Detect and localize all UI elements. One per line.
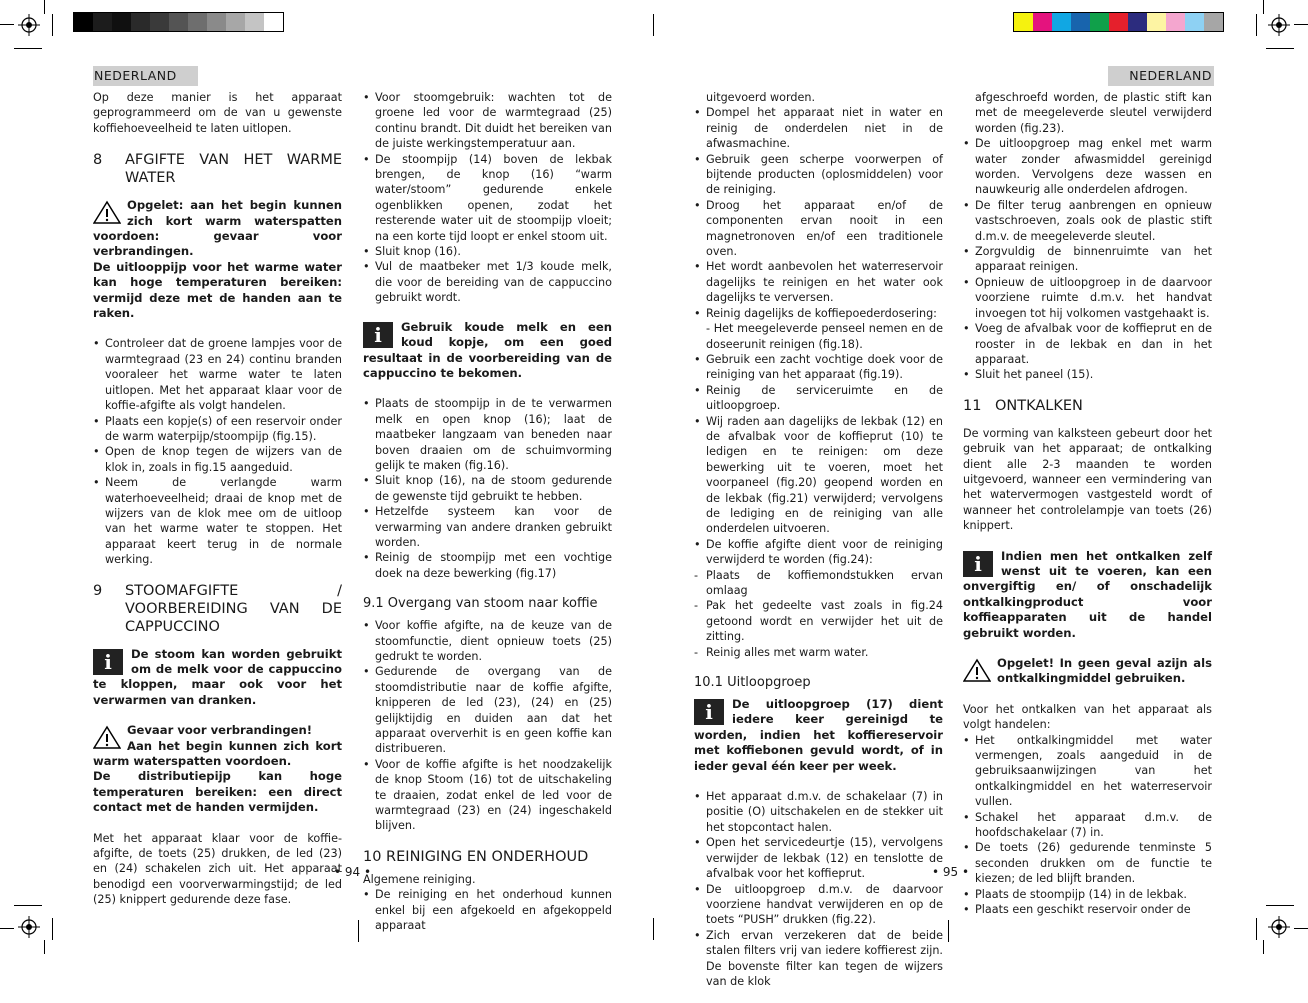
color-swatch: [245, 13, 264, 31]
subheading: Algemene reiniging.: [363, 872, 476, 886]
warning-icon: [93, 725, 121, 749]
bullet-list: [363, 396, 612, 581]
color-swatch: [1052, 13, 1071, 31]
list-item: • Neem de verlangde warm waterhoeveelheid; draai de knop met de wijzers van de klok mee om de uitloop van het warme water te stoppen. Het apparaat keert terug in de normale werking.: [93, 475, 342, 567]
list-item: • Gebruik geen scherpe voorwerpen of bijtende producten (oplosmiddelen) voor de reiniging.: [694, 152, 943, 198]
color-swatch: [93, 13, 112, 31]
column-2: [363, 90, 612, 948]
section-title: ONTKALKEN: [995, 397, 1083, 414]
section-11-heading: [963, 397, 1212, 415]
list-item-continued: afgeschroefd worden, de plastic stift kan met de meegeleverde sleutel verwijderd worden (fig.23).: [975, 91, 1212, 135]
color-swatch: [169, 13, 188, 31]
warning-note: [963, 656, 1212, 687]
color-swatch: [1147, 13, 1166, 31]
language-tag-left: NEDERLAND: [93, 66, 198, 86]
registration-mark-top-right: [1268, 14, 1290, 36]
info-text: De stoom kan worden gebruikt om de melk voor de cappuccino te kloppen, maar ook voor het verwarmen van dranken.: [93, 646, 342, 707]
list-item: • De stoompijp (14) boven de lekbak brengen, de knop (16) “warm water/stoom” gedurende enkele ogenblikken openen, zodat het resterende water uit de stoompijp vloeit; na een korte tijd loopt er enkel stoom uit.: [363, 152, 612, 244]
list-item: • Open het servicedeurtje (15), vervolgens verwijder de lekbak (12) en tenslotte de afvalbak voor het koffieprut.: [694, 835, 943, 881]
info-icon: i: [963, 551, 993, 577]
list-item: • Schakel het apparaat d.m.v. de hoofdschakelaar (7) in.: [963, 810, 1212, 841]
color-swatch: [1014, 13, 1033, 31]
list-item: • Plaats de stoompijp (14) in de lekbak.: [963, 887, 1212, 902]
info-text: Indien men het ontkalken zelf wenst uit te voeren, kan een onvergiftig en/ of onschadelijk ontkalkingproduct voor koffieapparaten uit de handel gebruikt worden.: [963, 548, 1212, 640]
warning-text: De distributiepijp kan hoge temperaturen bereiken: een direct contact met de handen vermijden.: [93, 769, 342, 815]
bullet-list: [963, 90, 1212, 383]
warning-text: Aan het begin kunnen zich kort warm waterspatten voordoen.: [93, 738, 342, 768]
list-item: • Voor koffie afgifte, na de keuze van de stoomfunctie, dient opnieuw toets (25) gedrukt te worden.: [363, 618, 612, 664]
page-number-left: • 94 •: [334, 865, 372, 879]
color-swatch: [264, 13, 283, 31]
column-3: [694, 90, 943, 1003]
list-item: • De uitloopgroep mag enkel met warm water zonder afwasmiddel gereinigd worden. Vervolgens deze wassen en nauwkeurig alle onderdelen afdrogen.: [963, 136, 1212, 198]
bullet-list: [363, 618, 612, 834]
color-swatch: [1185, 13, 1204, 31]
info-note: [363, 320, 612, 382]
section-10-heading: 10 REINIGING EN ONDERHOUD: [363, 848, 589, 865]
warning-text: Opgelet: aan het begin kunnen zich kort warm waterspatten voordoen: gevaar voor verbrandingen.: [93, 198, 342, 259]
info-note: [963, 549, 1212, 641]
list-item: - Plaats de koffiemondstukken ervan omlaag: [694, 568, 943, 599]
list-item: • Wij raden aan dagelijks de lekbak (12) en de afvalbak voor de koffieprut (10) te ledigen en te reinigen: om deze bewerking uit te voeren, moet het voorpaneel (fig.20) geopend worden en de lekbak (fig.21) verwijderd; vervolgens de lediging en de reiniging van alle onderdelen uitvoeren.: [694, 414, 943, 537]
section-number: 8: [93, 152, 103, 169]
info-icon: i: [694, 699, 724, 725]
section-number: 11: [963, 397, 982, 414]
list-item: • De filter terug aanbrengen en opnieuw vastschroeven, zoals ook de plastic stift d.m.v. de meegeleverde sleutel.: [963, 198, 1212, 244]
warning-note: [93, 723, 342, 815]
color-swatch: [226, 13, 245, 31]
list-item: • Droog het apparaat en/of de componenten ervan nooit in een magnetronoven en/of een traditionele oven.: [694, 198, 943, 260]
list-item: • Voor de koffie afgifte is het noodzakelijk de knop Stoom (16) tot de uitschakeling te draaien, zodat enkel de led voor de warmtegraad (23) en (24) ingeschakeld blijven.: [363, 757, 612, 834]
section-9-heading: [93, 582, 342, 636]
color-calibration-bar: [1013, 12, 1224, 32]
page-number-right: • 95 •: [932, 865, 970, 879]
section-number: 9: [93, 582, 103, 599]
list-item: • Sluit knop (16).: [363, 244, 612, 259]
color-swatch: [1071, 13, 1090, 31]
warning-icon: [93, 200, 121, 224]
info-text: Gebruik koude melk en een koud kopje, om een goed resultaat in de voorbereiding van de cappuccino te bekomen.: [363, 319, 612, 380]
list-item: • Reinig dagelijks de koffiepoederdosering:: [694, 306, 943, 321]
list-item: • De uitloopgroep d.m.v. de daarvoor voorziene handvat verwijderen en op de toets “PUSH” drukken (fig.22).: [694, 882, 943, 928]
list-item: • De toets (26) gedurende tenminste 5 seconden drukken om de functie te kiezen; de led blijft branden.: [963, 840, 1212, 886]
warning-icon: [963, 658, 991, 682]
bullet-list: [963, 733, 1212, 918]
list-item: • Plaats een geschikt reservoir onder de: [963, 902, 1212, 917]
language-tag-right: NEDERLAND: [1108, 66, 1214, 86]
bullet-list: [93, 336, 342, 567]
warning-title: Gevaar voor verbrandingen!: [127, 723, 313, 738]
list-item: • Gedurende de overgang van de stoomdistributie naar de koffie afgifte, knipperen de led (23), (24) en (25) gelijktijdig en duiden aan dat het apparaat oververhit is en geen koffie kan distribueren.: [363, 664, 612, 756]
list-item: • De reiniging en het onderhoud kunnen enkel bij een afgekoeld en afgekoppeld apparaat: [363, 887, 612, 933]
color-swatch: [150, 13, 169, 31]
info-icon: i: [363, 322, 393, 348]
list-item: • Zorgvuldig de binnenruimte van het apparaat reinigen.: [963, 244, 1212, 275]
column-1: [93, 90, 342, 923]
paragraph: Voor het ontkalken van het apparaat als volgt handelen:: [963, 702, 1212, 732]
section-title: AFGIFTE VAN HET WARME WATER: [125, 152, 342, 187]
paragraph: Met het apparaat klaar voor de koffie-afgifte, de toets (25) drukken, de led (23) en (24) schakelen zich uit. Het apparaat benodigd een voorverwarmingstijd; de led (25) knippert gedurende deze fase.: [93, 831, 342, 907]
list-item: • Gebruik een zacht vochtige doek voor de reiniging van het apparaat (fig.19).: [694, 352, 943, 383]
list-item: • Voeg de afvalbak voor de koffieprut en de rooster in de lekbak en dan in het apparaat.: [963, 321, 1212, 367]
grayscale-calibration-bar: [73, 12, 284, 32]
list-item: • Het wordt aanbevolen het waterreservoir dagelijks te reinigen en het water ook dagelijks te verversen.: [694, 259, 943, 305]
registration-mark-bottom-left: [18, 916, 40, 938]
list-subitem: - Het meegeleverde penseel nemen en de doseerunit reinigen (fig.18).: [706, 322, 943, 351]
list-item: • Voor stoomgebruik: wachten tot de groene led voor de warmtegraad (25) continu brandt. Dit duidt het bereiken van de juiste werkingstemperatuur aan.: [363, 90, 612, 152]
list-item: • Het apparaat d.m.v. de schakelaar (7) in positie (O) uitschakelen en de stekker uit het stopcontact halen.: [694, 789, 943, 835]
section-8-heading: [93, 151, 342, 187]
bullet-list: [694, 789, 943, 989]
bullet-list: [363, 887, 612, 933]
list-item: • Hetzelfde systeem kan voor de verwarming van andere dranken gebruikt worden.: [363, 504, 612, 550]
list-item: • Dompel het apparaat niet in water en reinig de onderdelen niet in de afwasmachine.: [694, 105, 943, 151]
list-item: • Controleer dat de groene lampjes voor de warmtegraad (23 en 24) continu branden vooraleer het warme water te laten uitlopen. Met het apparaat klaar voor de koffie-afgifte als volgt handelen.: [93, 336, 342, 413]
info-note: [93, 647, 342, 709]
list-item: • Reinig de stoompijp met een vochtige doek na deze bewerking (fig.17): [363, 550, 612, 581]
warning-text: Opgelet! In geen geval azijn als ontkalkingmiddel gebruiken.: [997, 656, 1212, 686]
color-swatch: [1166, 13, 1185, 31]
subsection-9-1-heading: 9.1 Overgang van stoom naar koffie: [363, 596, 598, 612]
color-swatch: [1090, 13, 1109, 31]
list-item: • Open de knop tegen de wijzers van de klok in, zoals in fig.15 aangeduid.: [93, 444, 342, 475]
list-item: - Pak het gedeelte vast zoals in fig.24 getoond wordt en verwijder het uit de zitting.: [694, 598, 943, 644]
color-swatch: [112, 13, 131, 31]
registration-mark-bottom-right: [1268, 916, 1290, 938]
list-item-continued: uitgevoerd worden.: [706, 91, 816, 104]
list-item: • Vul de maatbeker met 1/3 koude melk, die voor de bereiding van de cappuccino gebruikt wordt.: [363, 259, 612, 305]
color-swatch: [207, 13, 226, 31]
color-swatch: [1109, 13, 1128, 31]
list-item: • Reinig de serviceruimte en de uitloopgroep.: [694, 383, 943, 414]
paragraph: De vorming van kalksteen gebeurt door het gebruik van het apparaat; de ontkalking dient alle 2-3 maanden te worden uitgevoerd, wanneer een vermindering van het watervermogen vastgesteld wordt of wanneer het controlelampje van toets (26) knippert.: [963, 426, 1212, 533]
color-swatch: [1033, 13, 1052, 31]
intro-paragraph: Op deze manier is het apparaat geprogrammeerd om de van u gewenste koffiehoeveelheid te laten uitlopen.: [93, 91, 342, 135]
bullet-list: [363, 90, 612, 306]
list-item: • Plaats de stoompijp in de te verwarmen melk en open knop (16); laat de maatbeker langzaam van beneden naar boven draaien om de schuimvorming gelijk te maken (fig.16).: [363, 396, 612, 473]
color-swatch: [74, 13, 93, 31]
warning-text: De uitlooppijp voor het warme water kan hoge temperaturen bereiken: vermijd deze met de handen aan te raken.: [93, 259, 342, 321]
dash-list: [694, 568, 943, 660]
list-item: • Het ontkalkingmiddel met water vermengen, zoals aangeduid in de gebruiksaanwijzingen van het ontkalkingmiddel en het waterreservoir vullen.: [963, 733, 1212, 810]
info-note: [694, 697, 943, 774]
info-text: De uitloopgroep (17) dient iedere keer gereinigd te worden, indien het koffiereservoir met koffiebonen gevuld wordt, of in ieder geval één keer per week.: [694, 697, 943, 773]
info-icon: i: [93, 649, 123, 675]
subsection-10-1-heading: 10.1 Uitloopgroep: [694, 675, 811, 691]
registration-mark-top-left: [18, 14, 40, 36]
bullet-list: [694, 90, 943, 568]
color-swatch: [1128, 13, 1147, 31]
list-item: - Reinig alles met warm water.: [694, 645, 943, 660]
color-swatch: [1204, 13, 1223, 31]
color-swatch: [131, 13, 150, 31]
column-4: [963, 90, 1212, 932]
list-item: • Sluit het paneel (15).: [963, 367, 1212, 382]
list-item: • Opnieuw de uitloopgroep in de daarvoor voorziene ruimte d.m.v. het handvat invoegen tot hij volkomen vastgehaakt is.: [963, 275, 1212, 321]
list-item: • Zich ervan verzekeren dat de beide stalen filters vrij van iedere koffierest zijn. De bovenste filter kan tegen de wijzers van de klok: [694, 928, 943, 990]
color-swatch: [188, 13, 207, 31]
list-item: • Plaats een kopje(s) of een reservoir onder de warm waterpijp/stoompijp (fig.15).: [93, 414, 342, 445]
warning-note: [93, 198, 342, 321]
list-item: • Sluit knop (16), na de stoom gedurende de gewenste tijd gebruikt te hebben.: [363, 473, 612, 504]
list-item: • De koffie afgifte dient voor de reiniging verwijderd te worden (fig.24):: [694, 537, 943, 568]
section-title: STOOMAFGIFTE / VOORBEREIDING VAN DE CAPPUCCINO: [125, 582, 342, 635]
